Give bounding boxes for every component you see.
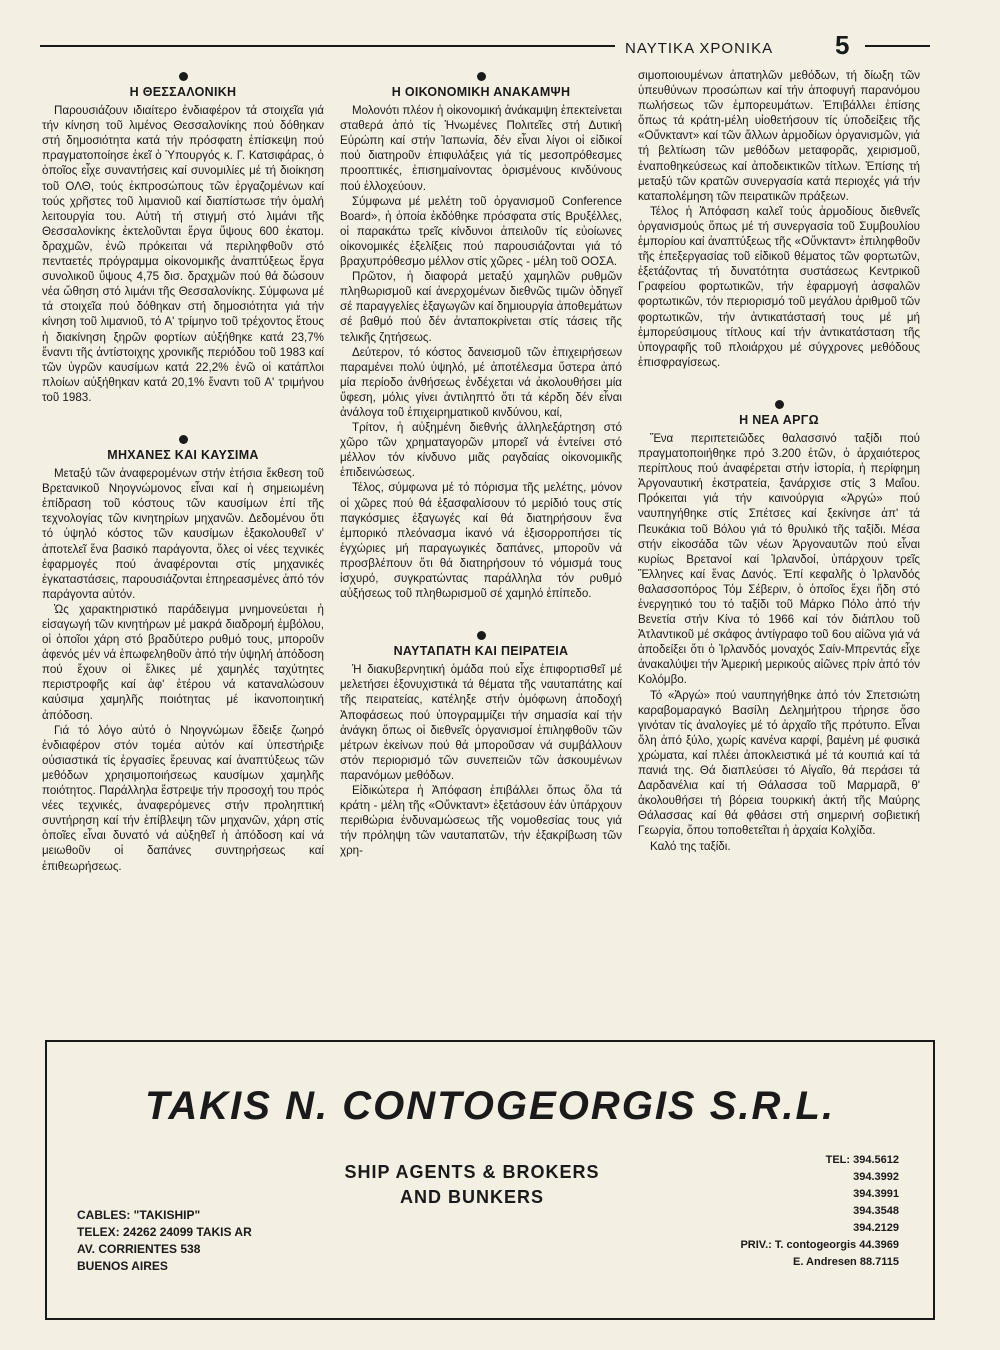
header-rule-left [40, 45, 615, 47]
ad-cables: CABLES: "TAKISHIP" [77, 1208, 201, 1222]
paragraph: Τό «Ἀργώ» πού ναυπηγήθηκε ἀπό τόν Σπετσιώτη καραβομαραγκό Βασίλη Δελημήτρου τήρησε ὅσο γινόταν τίς ἀναλογίες μέ τό ἀρχαῖο τῆς πρότυπο. Εἶναι ὅλη ἀπό ξύλο, χωρίς κανένα καρφί, βαμένη μέ φυσικά χρώματα, καί πλέει ἀποκλειστικά μέ τά κουπιά καί τά πανιά της. Θά διαπλεύσει τό Αἰγαῖο, θά περάσει τά Δαρδανέλια καί τή Θάλασσα τοῦ Μαρμαρᾶ, θ' ἀκολουθήσει τή βόρεια τουρκική ἀκτή τῆς Μαύρης Θάλασσας καί θά φθάσει στή σημερινή σοβιετική Γεωργία, ὅπου τοποθετεῖται ἡ ἀρχαία Κολχίδα. [638, 688, 920, 838]
ad-phone: 394.3548 [853, 1205, 899, 1217]
ad-company-name: TAKIS N. CONTOGEORGIS S.R.L. [144, 1084, 836, 1128]
paragraph: Τρίτον, ἡ αὐξημένη διεθνής ἀλληλεξάρτηση στό χῶρο τῶν χρηματαγορῶν μπορεῖ νά ἐντείνει στό μέλλον τόν κίνδυνο μιᾶς ραγδαίας οἰκονομικῆς ἐπιδεινώσεως. [340, 421, 622, 480]
advertisement-box [45, 1040, 935, 1320]
ad-phone: 394.3992 [853, 1171, 899, 1183]
ad-services-line: SHIP AGENTS & BROKERS [344, 1162, 600, 1182]
header-rule-right [865, 45, 930, 47]
paragraph: Πρῶτον, ἡ διαφορά μεταξύ χαμηλῶν ρυθμῶν πληθωρισμοῦ καί ἀνερχομένων διεθνῶς τιμῶν ὁδηγεῖ σέ παραγγελίες ἐξαγωγῶν καί δημιουργία ἀποθεμάτων σέ βαθμό πού δέν ἀνταποκρίνεται στίς τάσεις τῆς τελικῆς ζητήσεως. [340, 270, 622, 344]
paragraph: Μολονότι πλέον ἡ οἰκονομική ἀνάκαμψη ἐπεκτείνεται σταθερά ἀπό τίς Ἡνωμένες Πολιτεῖες στή Δυτική Εὐρώπη καί στήν Ἰαπωνία, δέν εἶναι λίγοι οἱ εἰδικοί πού διατηροῦν ἐπιφυλάξεις γιά τίς μεσοπρόθεσμες προοπτικές, ἐπισημαίνοντας ὁρισμένους κινδύνους πού ἐλλοχεύουν. [340, 104, 622, 193]
paragraph: Τέλος, σύμφωνα μέ τό πόρισμα τῆς μελέτης, μόνον οἱ χῶρες πού θά ἐξασφαλίσουν τό μερίδιό τους στίς παγκόσμιες ἐξαγωγές καί θά διατηρήσουν ἕνα ἐμπορικό πλεόνασμα ἱκανό νά ἐξισορροπήσει τίς ἐγχώριες μή παραγωγικές δαπάνες, μποροῦν νά προσβλέπουν ὅτι θά διατηρήσουν τό νόμισμά τους ἰσχυρό, συγκρατώντας παράλληλα τόν ρυθμό αὐξήσεως τοῦ πληθωρισμοῦ σέ χαμηλό ἐπίπεδο. [340, 481, 622, 601]
paragraph: Εἰδικώτερα ἡ Ἀπόφαση ἐπιβάλλει ὅπως ὅλα τά κράτη - μέλη τῆς «Οὔνκταντ» ἐξετάσουν ἐάν ὑπάρχουν περιθώρια ἐνδυναμώσεως τῆς νομοθεσίας τους γιά τήν πρόληψη τῶν ναυταπατῶν, τήν ἐξακρίβωση τῶν χρη- [340, 784, 622, 858]
paragraph: Ἡ διακυβερνητική ὁμάδα πού εἶχε ἐπιφορτισθεῖ μέ μελετήσει ἐξονυχιστικά τά θέματα τῆς ναυταπάτης καί τῆς πειρατείας, κατέληξε στήν ὁμόφωνη ἀποδοχή Ἀποφάσεως πού ὑπογραμμίζει τήν σημασία καί τήν ἀνάγκη ὅπως οἱ διεθνεῖς ὀργανισμοί ἐπιληφθοῦν τῶν μέτρων ἐκείνων πού θά μποροῦσαν νά συμβάλλουν στόν περιορισμό τῶν συνεπειῶν τῶν ἀσκουμένων παρανόμων μεθόδων. [340, 663, 622, 782]
ad-phone: TEL: 394.5612 [825, 1154, 899, 1166]
section-title-economic-recovery: Η ΟΙΚΟΝΟΜΙΚΗ ΑΝΑΚΑΜΨΗ [391, 85, 571, 99]
ad-telex: TELEX: 24262 24099 TAKIS AR [77, 1225, 252, 1239]
page-header [40, 30, 980, 66]
ad-services-line: AND BUNKERS [399, 1187, 544, 1207]
magazine-title: ΝΑΥΤΙΚΑ ΧΡΟΝΙΚΑ [625, 40, 774, 57]
ad-phones [647, 1152, 899, 1271]
ad-private-phone: E. Andresen 88.7115 [793, 1256, 899, 1268]
section-bullet-icon [477, 72, 486, 81]
ad-phone: 394.2129 [853, 1222, 899, 1234]
paragraph: Καλό της ταξίδι. [650, 839, 731, 853]
paragraph: Σύμφωνα μέ μελέτη τοῦ ὀργανισμοῦ Conference Board», ἡ ὁποία ἐκδόθηκε πρόσφατα στίς Βρυξέλλες, οἱ παρακάτω τρεῖς κίνδυνοι ἀπειλοῦν τίς εὐοίωνες οἰκονομικές ἐξελίξεις πού παρουσιάζονται γιά τό βραχυπρόθεσμο μέλλον στίς χῶρες - μέλη τοῦ ΟΟΣΑ. [340, 194, 622, 269]
column-2 [340, 64, 622, 859]
paragraph: Μεταξύ τῶν ἀναφερομένων στήν ἐτήσια ἔκθεση τοῦ Βρετανικοῦ Νηογνώμονος εἶναι καί ἡ σημειωμένη ἐπίδραση τοῦ κόστους τῶν καυσίμων ἐπί τῆς τεχνολογίας τῶν κινητηρίων μηχανῶν. Δεδομένου ὅτι τό ὑψηλό κόστος τῶν καυσίμων ἐξακολουθεῖ ν' ἀποτελεῖ ἕνα βασικό παράγοντα, ὅλες οἱ νέες τεχνικές ἐφαρμογές πού ἀναφέρονται στίς μηχανικές ἐγκαταστάσεις, παρουσιάζονται ἐπηρεασμένες ἀπό τόν παράγοντα αὐτόν. [42, 467, 324, 601]
section-title-new-argo: Η ΝΕΑ ΑΡΓΩ [739, 412, 819, 427]
ad-services [307, 1160, 637, 1210]
paragraph: σιμοποιουμένων ἀπατηλῶν μεθόδων, τή δίωξη τῶν ὑπευθύνων προσώπων καί τήν ἀποφυγή παρανόμου πωλήσεως τῶν ἐμπορευμάτων. Ἐπιβάλλει ἐπίσης ὅπως τά κράτη-μέλη υἱοθετήσουν τίς ὑποδείξεις τῆς «Οὔνκταντ» καί τῶν ἄλλων ἁρμοδίων ὀργανισμῶν, γιά τή βελτίωση τῶν μεθόδων μεταφορᾶς, χειρισμοῦ, ἐναποθηκεύσεως καί ἀποδεικτικῶν τίτλων. Ἐπίσης τή μεταξύ τῶν κρατῶν συνεργασία κατά περιοχές γιά τήν καταπολέμηση τῶν πειρατικῶν πράξεων. [638, 69, 920, 203]
section-title-fraud-piracy: ΝΑΥΤΑΠΑΤΗ ΚΑΙ ΠΕΙΡΑΤΕΙΑ [393, 644, 569, 659]
paragraph: Ὡς χαρακτηριστικό παράδειγμα μνημονεύεται ἡ εἰσαγωγή τῶν κινητήρων μέ μακρά διαδρομή ἐμβόλου, οἱ ὁποῖοι χάρη στό βραδύτερο ρυθμό τους, μποροῦν ἀφενός μέν νά ἐπωφεληθοῦν ἀπό τήν ὑψηλή ἀπόδοση πού ἔχουν οἱ ἕλικες μέ χαμηλές ταχύτητες περιστροφῆς καί ἀφ' ἑτέρου νά καταναλώσουν καύσιμα χαμηλῆς ποιότητας μέ ἱκανοποιητική ἀπόδοση. [42, 602, 324, 722]
section-bullet-icon [477, 631, 486, 640]
ad-phone: 394.3991 [853, 1188, 899, 1200]
section-bullet-icon [179, 72, 188, 81]
ad-private-phone: PRIV.: T. contogeorgis 44.3969 [740, 1239, 899, 1251]
paragraph: Παρουσιάζουν ιδιαίτερο ἐνδιαφέρον τά στοιχεῖα γιά τήν κίνηση τοῦ λιμένος Θεσσαλονίκης πού δόθηκαν στή δημοσιότητα κατά τήν πρόσφατη ἐπίσκεψη πού πραγματοποίησε ἐκεῖ ὁ Ὑπουργός κ. Γ. Κατσιφάρας, ὁ ὁποῖος εἶχε συναντήσεις καί συνομιλίες μέ τή διοίκηση τοῦ ΟΛΘ, τούς ἐκπροσώπους τῶν ἐργαζομένων καί τούς χρῆστες τοῦ λιμανιοῦ καί διαπίστωσε τήν ὁμαλή λειτουργία του. Αὐτή τή στιγμή στό λιμάνι τῆς Θεσσαλονίκης ἐκτελοῦνται ἔργα ὕψους 600 ἑκατομ. δραχμῶν, ἐνῶ πρόκειται νά περιληφθοῦν στό πενταετές πρόγραμμα οἰκονομικῆς ἀναπτύξεως ἔργα συνολικοῦ ὕψους 4,75 δισ. δραχμῶν πού θά δώσουν νέα ὤθηση στό λιμάνι τῆς Θεσσαλονίκης. Σύμφωνα μέ τά στοιχεῖα πού δόθηκαν στή δημοσιότητα γιά τήν κίνηση τοῦ λιμανιοῦ, τό Α' τρίμηνο τοῦ τρέχοντος ἔτους ἡ διακίνηση ξηρῶν φορτίων αὐξήθηκε κατά 23,7% ἔναντι τῆς ἀντίστοιχης χρονικῆς περιόδου τοῦ 1983 καί τῶν ὑγρῶν καυσίμων κατά 22,2% ἐνῶ οἱ κατάπλοι πλοίων αὐξήθηκαν κατά 20,1% ἔναντι τοῦ Α' τριμήνου τοῦ 1983. [42, 104, 324, 404]
column-3 [638, 68, 920, 854]
paragraph: Δεύτερον, τό κόστος δανεισμοῦ τῶν ἐπιχειρήσεων παραμένει πολύ ὑψηλό, μέ ἀποτέλεσμα ὕστερα ἀπό μία περίοδο ἀνθήσεως ἐνδέχεται νά ἀκολουθήσει μία ὕφεση, μόλις γίνει ἀντιληπτό ὅτι τά κέρδη δέν εἶναι ἀνάλογα τοῦ ἐπιχειρηματικοῦ κινδύνου, καί, [340, 345, 622, 419]
paragraph: Τέλος ἡ Ἀπόφαση καλεῖ τούς ἁρμοδίους διεθνεῖς ὀργανισμούς ὅπως μέ τή συνεργασία τοῦ Συμβουλίου ἐμπορίου καί ἀναπτύξεως τῆς «Οὔνκταντ» ἐπιληφθοῦν τῆς ἐπεξεργασίας τοῦ εἰδικοῦ θέματος τῶν φορτωτῶν, ἐξετάζοντας τή δυνατότητα συστάσεως Κεντρικοῦ Γραφείου φορτωτικῶν, τήν ἐφαρμογή ἀσφαλῶν φορτωτικῶν, τόν περιορισμό τοῦ μεγάλου ἀριθμοῦ τῶν φορτωτικῶν, τήν ἀντικατάστασή τους μέ μή ἐμπορεύσιμους τίτλους καί τήν ἀντικατάσταση τῆς ὑπογραφῆς τοῦ πλοιάρχου μέ σύγχρονες μεθόδους ἐπισφραγίσεως. [638, 204, 920, 369]
page-number: 5 [835, 30, 850, 60]
section-bullet-icon [179, 435, 188, 444]
ad-city: BUENOS AIRES [77, 1259, 168, 1273]
section-title-engines-fuels: ΜΗΧΑΝΕΣ ΚΑΙ ΚΑΥΣΙΜΑ [107, 447, 259, 462]
paragraph: Γιά τό λόγο αὐτό ὁ Νηογνώμων ἔδειξε ζωηρό ἐνδιαφέρον στόν τομέα αὐτόν καί ὑπεστήριξε οὐσιαστικά τίς ἐργασίες ἔρευνας καί ἀναπτύξεως τῶν μεθόδων χρησιμοποιήσεως καυσίμων χαμηλῆς ποιότητος. Παράλληλα ἔστρεψε τήν προσοχή του πρός νέες τεχνικές, ἀναφερόμενες στήν προληπτική συντήρηση καί τήν ἐπίβλεψη τῶν μηχανῶν, χάρη στίς ὁποῖες εἶναι δυνατό νά αὐξηθεῖ ἡ ἀπόδοση καί νά μειωθοῦν οἱ δαπάνες συντηρήσεως καί ἐπιθεωρήσεως. [42, 723, 324, 873]
column-1 [42, 64, 324, 874]
paragraph: Ἕνα περιπετειῶδες θαλασσινό ταξίδι πού πραγματοποιήθηκε πρό 3.200 ἐτῶν, ὁ ἀρχαιότερος περίπλους πού ἀναφέρεται στήν ἱστορία, ἡ περίφημη Ἀργοναυτική ἐκστρατεία, ξανάρχισε στίς 3 Μαΐου. Πρόκειται γιά τήν καινούργια «Ἀργώ» πού ναυπηγήθηκε στίς Σπέτσες καί ξεκίνησε ἀπ' τά Πευκάκια τοῦ Βόλου γιά τό θρυλικό τῆς ταξίδι. Μέσα στήν εἰκοσάδα τῶν νέων Ἀργοναυτῶν πού εἶναι κυρίως Βρετανοί καί Ἰρλανδοί, ὑπάρχουν τρεῖς Ἕλληνες καί ἕνας Δανός. Ἐπί κεφαλῆς ὁ Ἰρλανδός θαλασσοπόρος Τόμ Σέβεριν, ὁ ὁποῖος ἔχει ἤδη στό ἐνεργητικό του τό ταξίδι τοῦ Μάρκο Πόλο ἀπό τήν Βενετία στήν Κίνα τό 1966 καί τόν διάπλου τοῦ Ἀτλαντικοῦ μέ σκάφος ἀντίγραφο τοῦ 6ου αἰῶνα γιά νά ἀποδείξει ὅτι ὁ Ἰρλανδός μοναχός Σαίν-Μπρεντάς εἶχε ἀνακαλύψει τήν Ἀμερική μερικούς αἰῶνες πρίν ἀπό τόν Κολόμβο. [638, 431, 920, 687]
section-title-thessaloniki: Η ΘΕΣΣΑΛΟΝΙΚΗ [129, 85, 237, 99]
ad-address [77, 1207, 252, 1275]
ad-street: AV. CORRIENTES 538 [77, 1242, 201, 1256]
section-bullet-icon [775, 400, 784, 409]
